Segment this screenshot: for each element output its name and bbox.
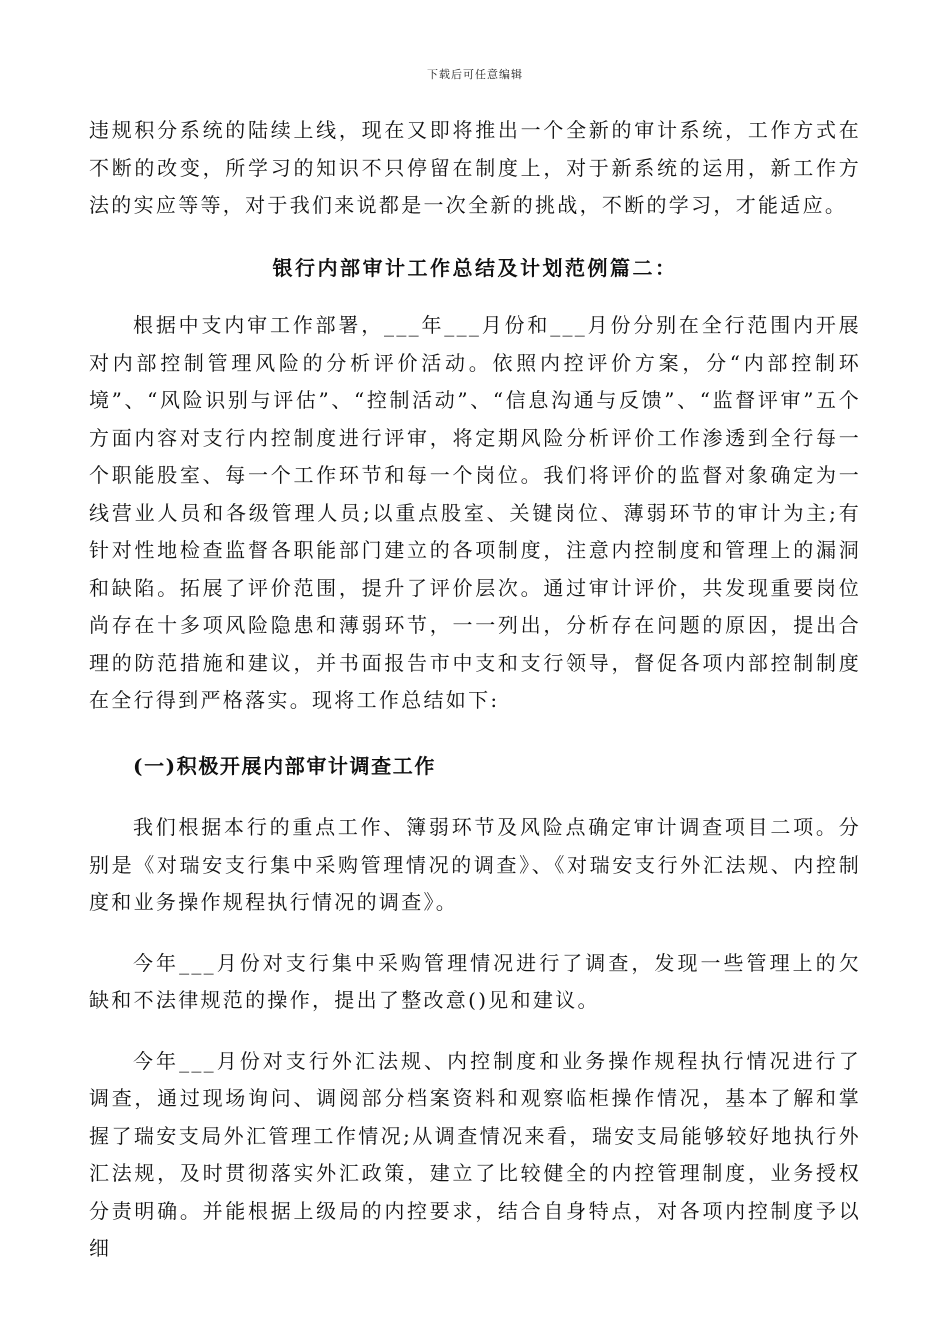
paragraph-continuation: 违规积分系统的陆续上线，现在又即将推出一个全新的审计系统，工作方式在不断的改变，所学习的知识不只停留在制度上，对于新系统的运用，新工作方法的实应等等，对于我们来说都是一次全新的挑战，不断的学习，才能适应。	[89, 118, 861, 217]
document-body	[89, 112, 861, 1268]
header-note: 下载后可任意编辑	[427, 68, 523, 81]
paragraph-survey-projects: 我们根据本行的重点工作、簿弱环节及风险点确定审计调查项目二项。分别是《对瑞安支行集中采购管理情况的调查》、《对瑞安支行外汇法规、内控制度和业务操作规程执行情况的调查》。	[89, 815, 861, 914]
section-title: 银行内部审计工作总结及计划范例篇二：	[272, 255, 678, 280]
paragraph-forex-survey: 今年___月份对支行外汇法规、内控制度和业务操作规程执行情况进行了调查，通过现场询问、调阅部分档案资料和观察临柜操作情况，基本了解和掌握了瑞安支局外汇管理工作情况;从调查情况来看，瑞安支局能够较好地执行外汇法规，及时贯彻落实外汇政策，建立了比较健全的内控管理制度，业务授权分责明确。并能根据上级局的内控要求，结合自身特点，对各项内控制度予以细	[89, 1048, 861, 1260]
paragraph-intro: 根据中支内审工作部署，___年___月份和___月份分别在全行范围内开展对内部控制管理风险的分析评价活动。依照内控评价方案，分“内部控制环境”、“风险识别与评估”、“控制活动”、“信息沟通与反馈”、“监督评审”五个方面内容对支行内控制度进行评审，将定期风险分析评价工作渗透到全行每一个职能股室、每一个工作环节和每一个岗位。我们将评价的监督对象确定为一线营业人员和各级管理人员;以重点股室、关键岗位、薄弱环节的审计为主;有针对性地检查监督各职能部门建立的各项制度，注意内控制度和管理上的漏洞和缺陷。拓展了评价范围，提升了评价层次。通过审计评价，共发现重要岗位尚存在十多项风险隐患和薄弱环节，一一列出，分析存在问题的原因，提出合理的防范措施和建议，并书面报告市中支和支行领导，督促各项内部控制制度在全行得到严格落实。现将工作总结如下:	[89, 313, 861, 712]
subheading-audit-survey: (一)积极开展内部审计调查工作	[133, 753, 436, 778]
paragraph-procurement-survey: 今年___月份对支行集中采购管理情况进行了调查，发现一些管理上的欠缺和不法律规范的操作，提出了整改意()见和建议。	[89, 950, 861, 1012]
